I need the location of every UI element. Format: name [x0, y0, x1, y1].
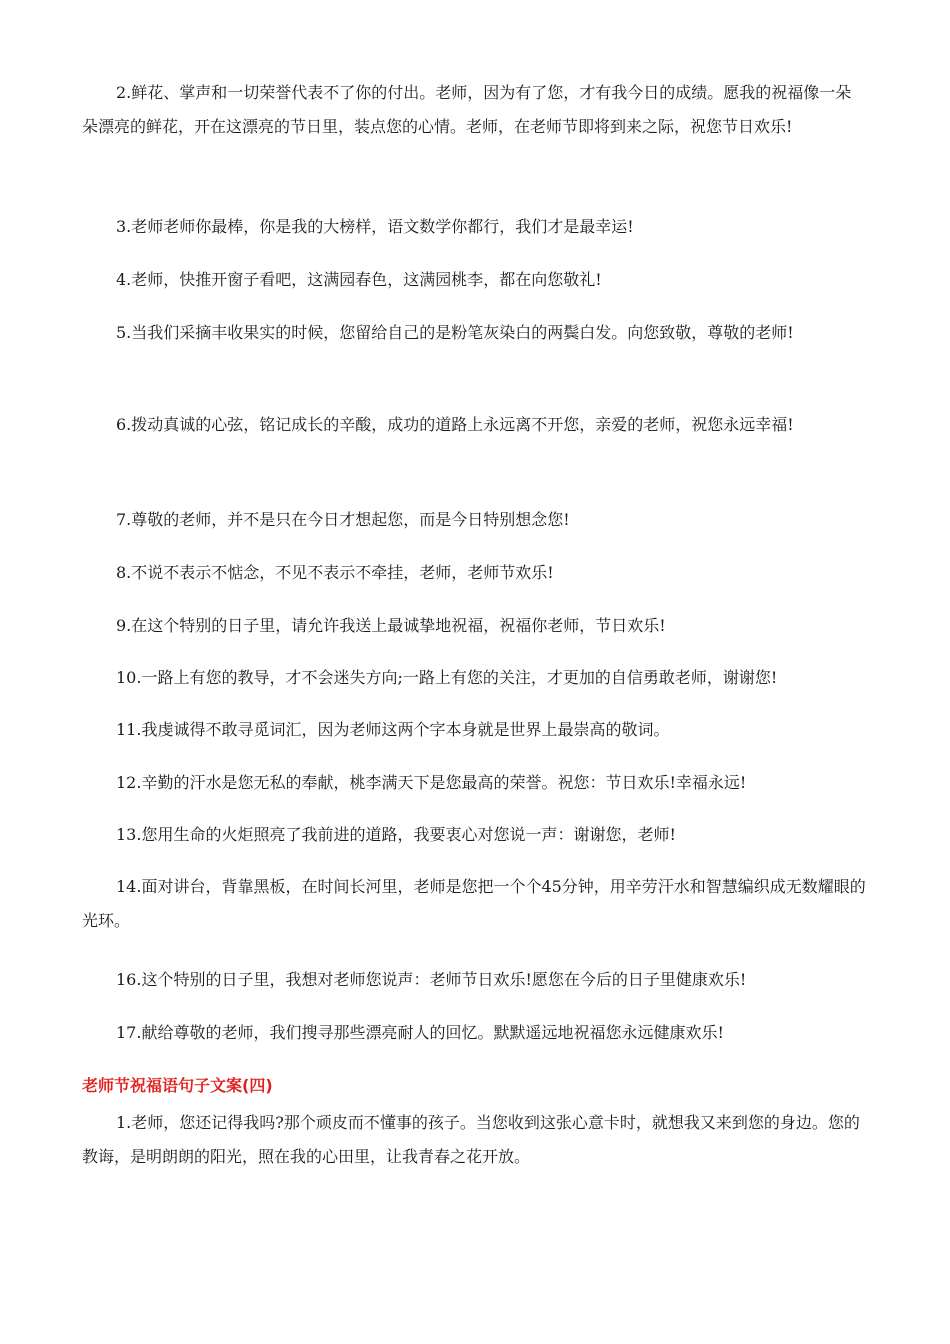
- paragraph-9: 9.在这个特别的日子里，请允许我送上最诚挚地祝福，祝福你老师，节日欢乐!: [116, 616, 666, 635]
- paragraph-10: 10.一路上有您的教导，才不会迷失方向;一路上有您的关注，才更加的自信勇敢老师，谢谢您!: [116, 668, 778, 687]
- paragraph-12: 12.辛勤的汗水是您无私的奉献，桃李满天下是您最高的荣誉。祝您：节日欢乐!幸福永远!: [116, 773, 747, 792]
- paragraph-section4-1: 1.老师，您还记得我吗?那个顽皮而不懂事的孩子。当您收到这张心意卡时，就想我又来到您的身边。您的教诲，是明朗朗的阳光，照在我的心田里，让我青春之花开放。: [82, 1113, 860, 1166]
- section-heading: 老师节祝福语句子文案(四): [82, 1076, 273, 1095]
- paragraph-4: 4.老师，快推开窗子看吧，这满园春色，这满园桃李，都在向您敬礼!: [116, 270, 602, 289]
- paragraph-8: 8.不说不表示不惦念，不见不表示不牵挂，老师，老师节欢乐!: [116, 563, 554, 582]
- paragraph-5: 5.当我们采摘丰收果实的时候，您留给自己的是粉笔灰染白的两鬓白发。向您致敬，尊敬的老师!: [116, 323, 794, 342]
- paragraph-7: 7.尊敬的老师，并不是只在今日才想起您，而是今日特别想念您!: [116, 510, 570, 529]
- paragraph-13: 13.您用生命的火炬照亮了我前进的道路，我要衷心对您说一声：谢谢您，老师!: [116, 825, 676, 844]
- paragraph-17: 17.献给尊敬的老师，我们搜寻那些漂亮耐人的回忆。默默遥远地祝福您永远健康欢乐!: [116, 1023, 724, 1042]
- paragraph-11: 11.我虔诚得不敢寻觅词汇，因为老师这两个字本身就是世界上最崇高的敬词。: [116, 720, 670, 739]
- paragraph-6: 6.拨动真诚的心弦，铭记成长的辛酸，成功的道路上永远离不开您，亲爱的老师，祝您永远幸福!: [116, 415, 794, 434]
- paragraph-16: 16.这个特别的日子里，我想对老师您说声：老师节日欢乐!愿您在今后的日子里健康欢乐!: [116, 970, 747, 989]
- paragraph-2: 2.鲜花、掌声和一切荣誉代表不了你的付出。老师，因为有了您，才有我今日的成绩。愿我的祝福像一朵朵漂亮的鲜花，开在这漂亮的节日里，装点您的心情。老师，在老师节即将到来之际，祝您节日欢乐!: [82, 83, 852, 136]
- paragraph-3: 3.老师老师你最棒，你是我的大榜样，语文数学你都行，我们才是最幸运!: [116, 217, 634, 236]
- paragraph-14: 14.面对讲台，背靠黑板，在时间长河里，老师是您把一个个45分钟，用辛劳汗水和智慧编织成无数耀眼的光环。: [82, 877, 866, 930]
